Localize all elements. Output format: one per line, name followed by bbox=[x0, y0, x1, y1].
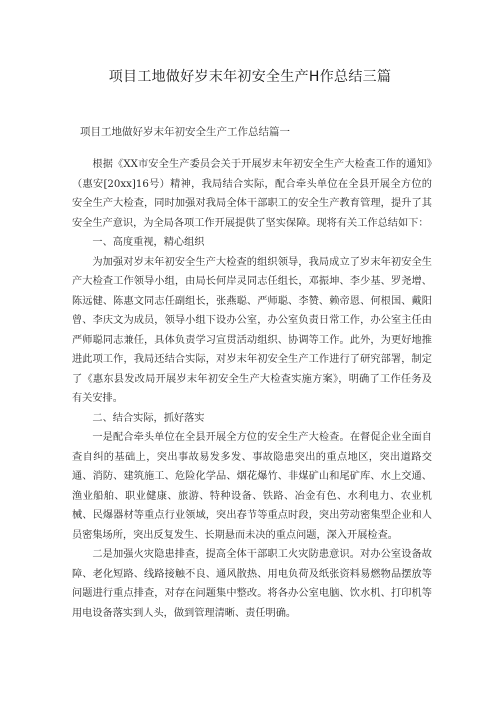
document-body bbox=[72, 155, 432, 623]
paragraph-fire-safety: 二是加强火灾隐患排查，提高全体干部职工火灾防患意识。对办公室设备故障、老化短路、线路接触不良、通风散热、用电负荷及纸张资料易燃物品摆放等问题进行重点排查，对存在问题集中整改。将各办公室电脑、饮水机、打印机等用电设备落实到人头，做到管理清晰、责任明确。 bbox=[72, 549, 432, 619]
section-heading-2: 二、结合实际，抓好落实 bbox=[92, 412, 205, 424]
paragraph-organization: 为加强对岁末年初安全生产大检查的组织领导，我局成立了岁末年初安全生产大检查工作领导小组，由局长何岸灵同志任组长，邓振坤、李少基、罗尧增、陈远健、陈惠文同志任副组长，张燕聪、严师聪、李赞、赖帝恩、何根国、戴阳曾、李庆文为成员，领导小组下设办公室，办公室负责日常工作，办公室主任由严师聪同志兼任，具体负责学习宣贯活动组织、协调等工作。此外，为更好地推进此项工作，我局还结合实际，对岁末年初安全生产工作进行了研究部署，制定了《惠东县发改局开展岁末年初安全生产大检查实施方案》，明确了工作任务及有关安排。 bbox=[72, 256, 432, 404]
section-subtitle: 项目工地做好岁末年初安全生产工作总结篇一 bbox=[80, 126, 290, 138]
section-heading-1: 一、高度重视，精心组织 bbox=[92, 237, 205, 248]
paragraph-inspection: 一是配合牵头单位在全县开展全方位的安全生产大检查。在督促企业全面自查自纠的基础上，突出事故易发多发、事故隐患突出的重点地区，突出道路交通、消防、建筑施工、危险化学品、烟花爆竹、非煤矿山和尾矿库、水上交通、渔业船舶、职业健康、旅游、特种设备、铁路、冶金有色、水利电力、农业机械、民爆器材等重点行业领域，突出春节等重点时段，突出劳动密集型企业和人员密集场所，突出反复发生、长期悬而未决的重点问题，深入开展检查。 bbox=[72, 432, 432, 541]
paragraph-intro: 根据《XX市安全生产委员会关于开展岁末年初安全生产大检查工作的通知》（惠安[20xx]16号）精神，我局结合实际，配合牵头单位在全县开展全方位的安全生产大检查，同时加强对我局全体干部职工的安全生产教育管理，提升了其安全生产意识，为全局各项工作开展提供了坚实保障。现将有关工作总结如下： bbox=[72, 159, 432, 229]
document-title: 项目工地做好岁末年初安全生产H作总结三篇 bbox=[108, 69, 392, 85]
